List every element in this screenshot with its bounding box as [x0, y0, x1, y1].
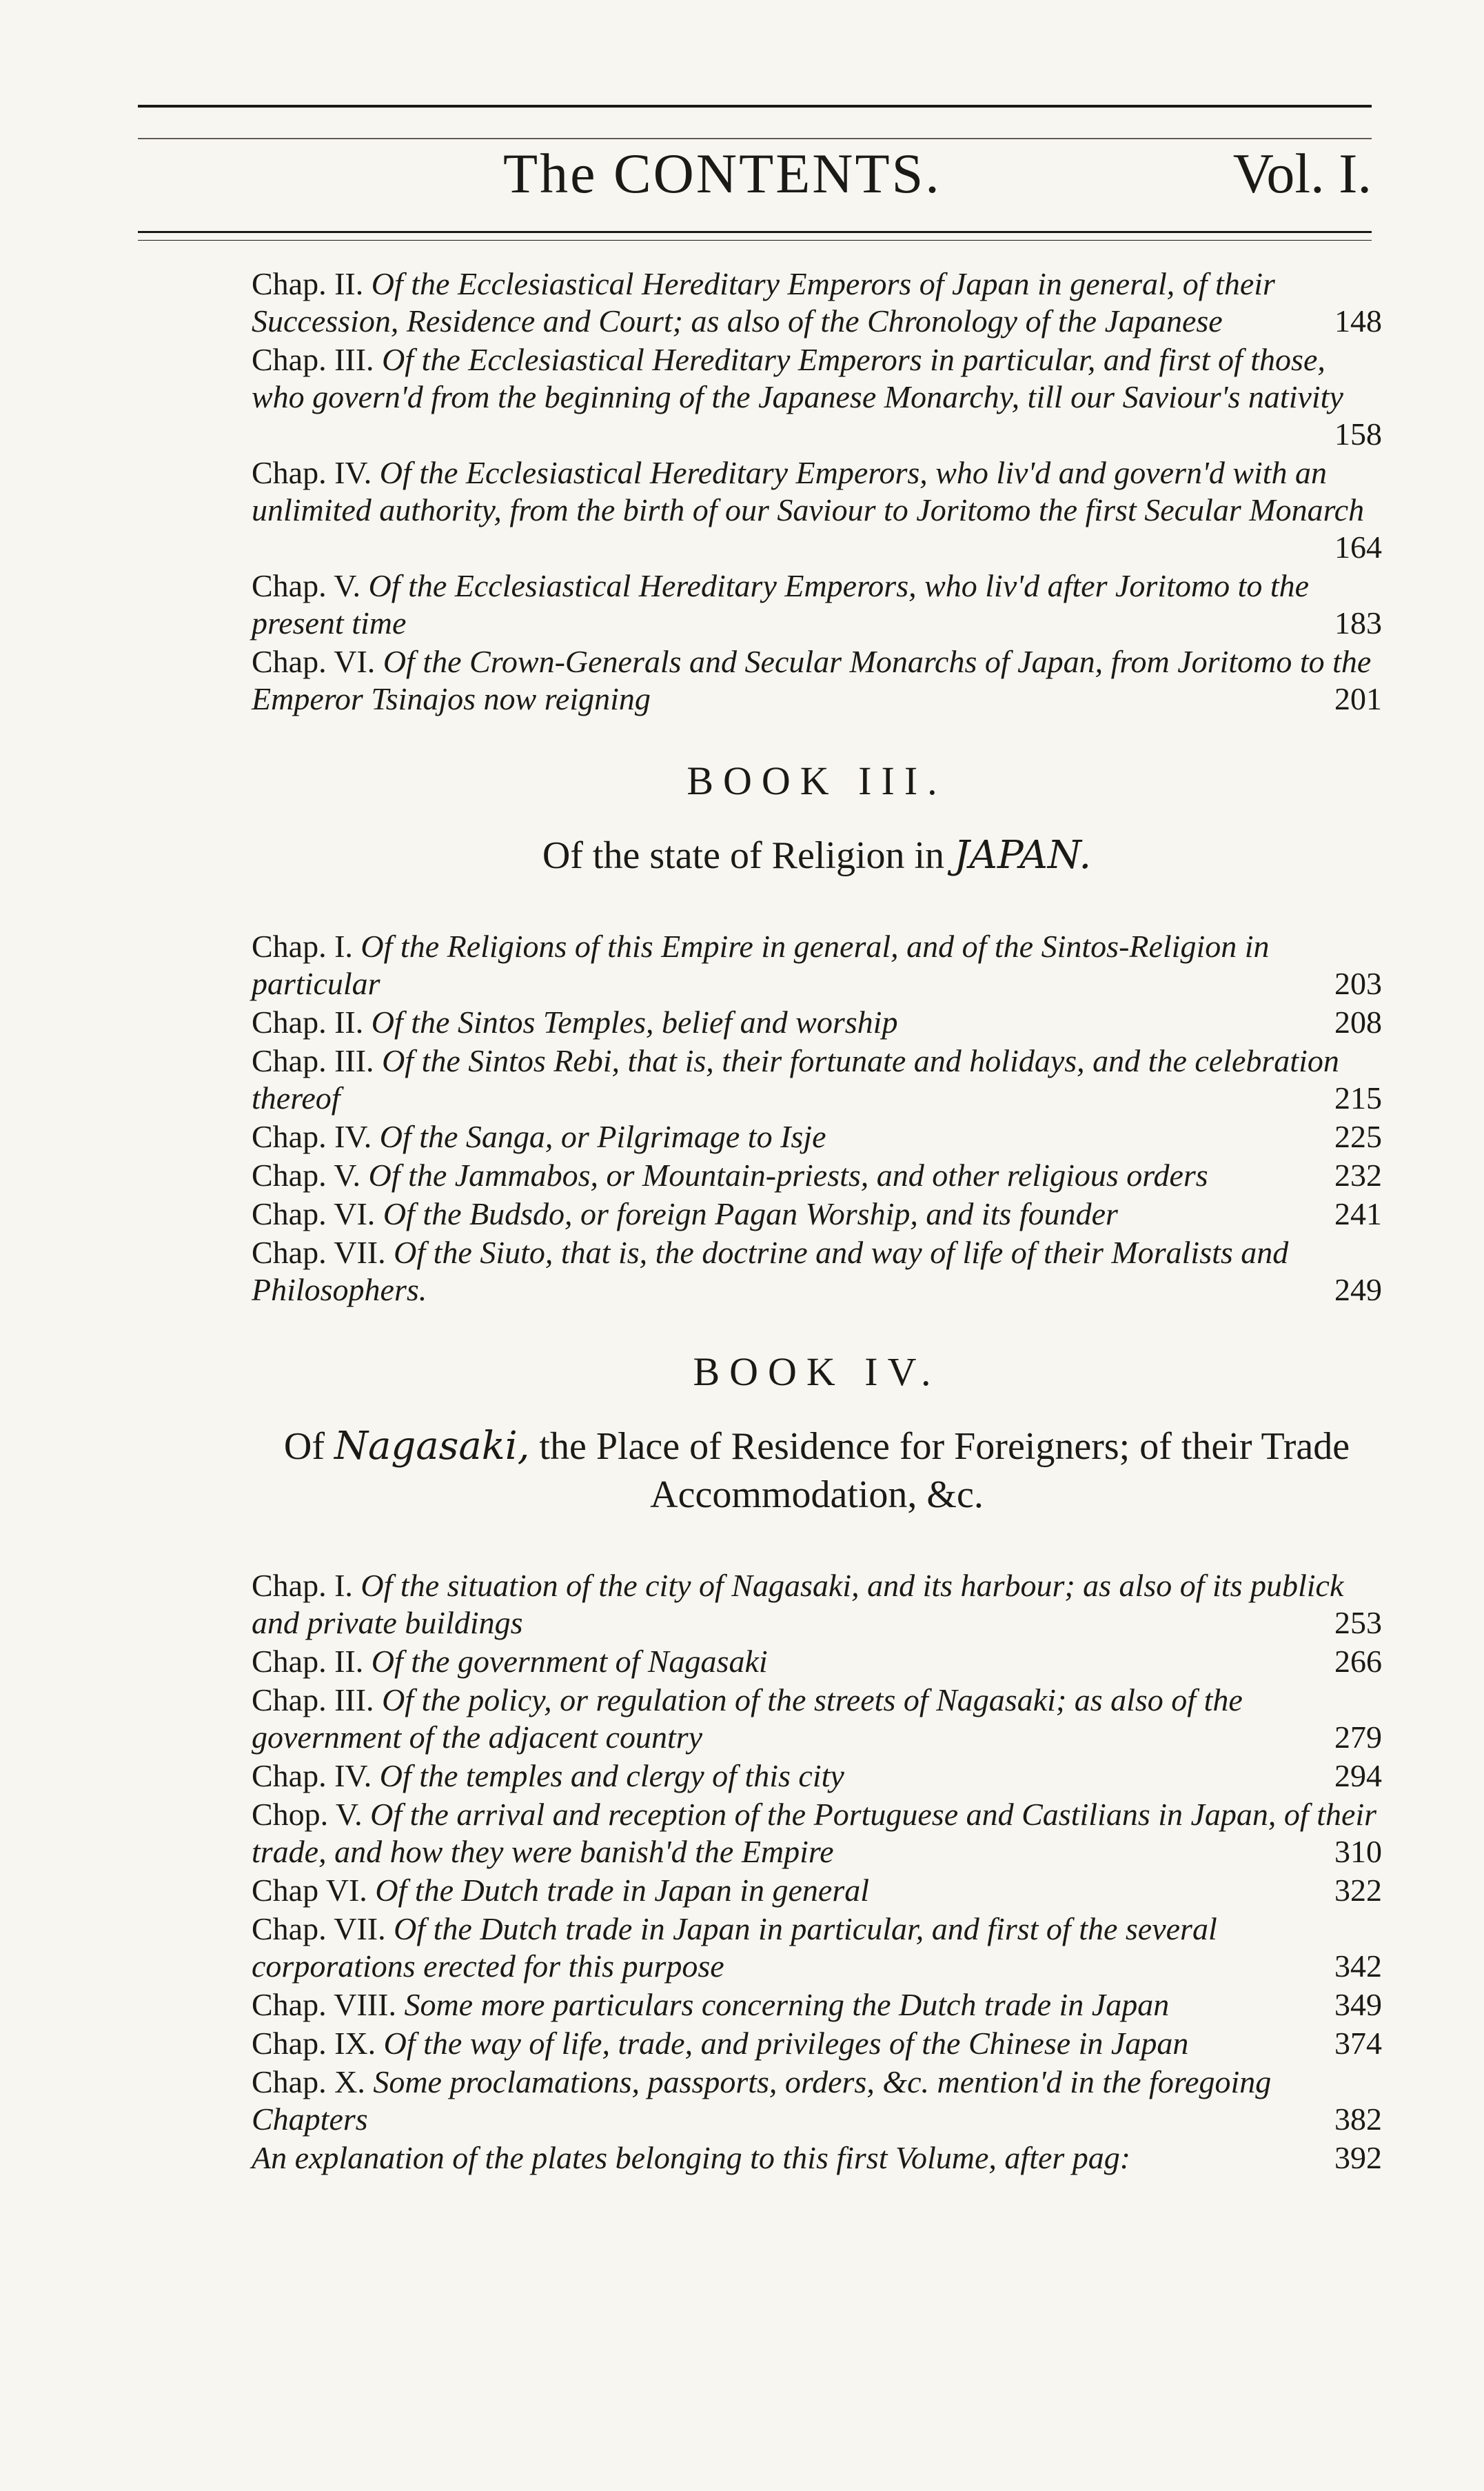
- list-item: Chap. II. Of the Sintos Temples, belief and worship 208: [252, 1005, 1382, 1040]
- list-item: Chap. V. Of the Ecclesiastical Hereditary Emperors, who liv'd after Joritomo to the present time 183: [252, 568, 1382, 641]
- list-item: Chap. II. Of the Ecclesiastical Hereditary Emperors of Japan in general, of their Succession, Residence and Court; as also of the Chronology of the Japanese 148: [252, 266, 1382, 339]
- book4-subtitle: Of Nagasaki, the Place of Residence for Foreigners; of their Trade Accommodation, &c.: [283, 1424, 1350, 1516]
- book3-heading: BOOK III.: [687, 758, 947, 803]
- book3-chapters: [252, 928, 1382, 1309]
- head-rule: [138, 231, 1372, 233]
- list-item: Chap. III. Of the Ecclesiastical Hereditary Emperors in particular, and first of those, who govern'd from the beginning of the Japanese Monarchy, till our Saviour's nativity 158: [252, 342, 1382, 452]
- list-item: Chap. IV. Of the temples and clergy of this city 294: [252, 1758, 1382, 1793]
- running-head: [138, 141, 1372, 217]
- list-item: Chap. VI. Of the Crown-Generals and Secular Monarchs of Japan, from Joritomo to the Emperor Tsinajos now reigning 201: [252, 644, 1382, 716]
- volume-label: Vol. I.: [1232, 142, 1372, 205]
- list-item: Chap. IV. Of the Sanga, or Pilgrimage to Isje 225: [252, 1119, 1382, 1154]
- list-item: Chop. V. Of the arrival and reception of the Portuguese and Castilians in Japan, of their trade, and how they were banish'd the Empire 310: [252, 1797, 1382, 1869]
- contents-list: [252, 265, 1382, 2177]
- book2-chapters: [252, 265, 1382, 718]
- list-item: Chap. VII. Of the Siuto, that is, the doctrine and way of life of their Moralists and Philosophers. 249: [252, 1235, 1382, 1307]
- list-item: Chap. VIII. Some more particulars concerning the Dutch trade in Japan 349: [252, 1987, 1382, 2022]
- list-item: Chap. VI. Of the Budsdo, or foreign Pagan Worship, and its founder 241: [252, 1196, 1382, 1231]
- book4-heading: BOOK IV.: [693, 1349, 941, 1394]
- list-item: Chap. I. Of the Religions of this Empire in general, and of the Sintos-Religion in particular 203: [252, 929, 1382, 1001]
- list-item: Chap. V. Of the Jammabos, or Mountain-priests, and other religious orders 232: [252, 1158, 1382, 1193]
- list-item: Chap. IX. Of the way of life, trade, and privileges of the Chinese in Japan 374: [252, 2026, 1382, 2061]
- list-item: Chap. III. Of the Sintos Rebi, that is, their fortunate and holidays, and the celebration thereof 215: [252, 1043, 1382, 1116]
- list-item: Chap. IV. Of the Ecclesiastical Hereditary Emperors, who liv'd and govern'd with an unlimited authority, from the birth of our Saviour to Joritomo the first Secular Monarch 164: [252, 455, 1382, 565]
- book3-subtitle: Of the state of Religion in JAPAN.: [542, 833, 1092, 878]
- list-item: Chap. I. Of the situation of the city of Nagasaki, and its harbour; as also of its publick and private buildings 253: [252, 1568, 1382, 1640]
- list-item: Chap. VII. Of the Dutch trade in Japan in particular, and first of the several corporations erected for this purpose 342: [252, 1911, 1382, 1984]
- page-title: The CONTENTS.: [503, 142, 942, 205]
- plates-explanation: An explanation of the plates belonging to this first Volume, after pag: 392: [252, 2140, 1382, 2175]
- list-item: Chap. III. Of the policy, or regulation of the streets of Nagasaki; as also of the government of the adjacent country 279: [252, 1682, 1382, 1755]
- list-item: Chap VI. Of the Dutch trade in Japan in general 322: [252, 1873, 1382, 1908]
- book4-chapters: [252, 1567, 1382, 2138]
- top-rule: [138, 105, 1372, 108]
- top-rule-thin: [138, 138, 1372, 139]
- list-item: Chap. II. Of the government of Nagasaki 266: [252, 1644, 1382, 1679]
- list-item: Chap. X. Some proclamations, passports, orders, &c. mention'd in the foregoing Chapters 382: [252, 2064, 1382, 2137]
- head-rule-thin: [138, 240, 1372, 241]
